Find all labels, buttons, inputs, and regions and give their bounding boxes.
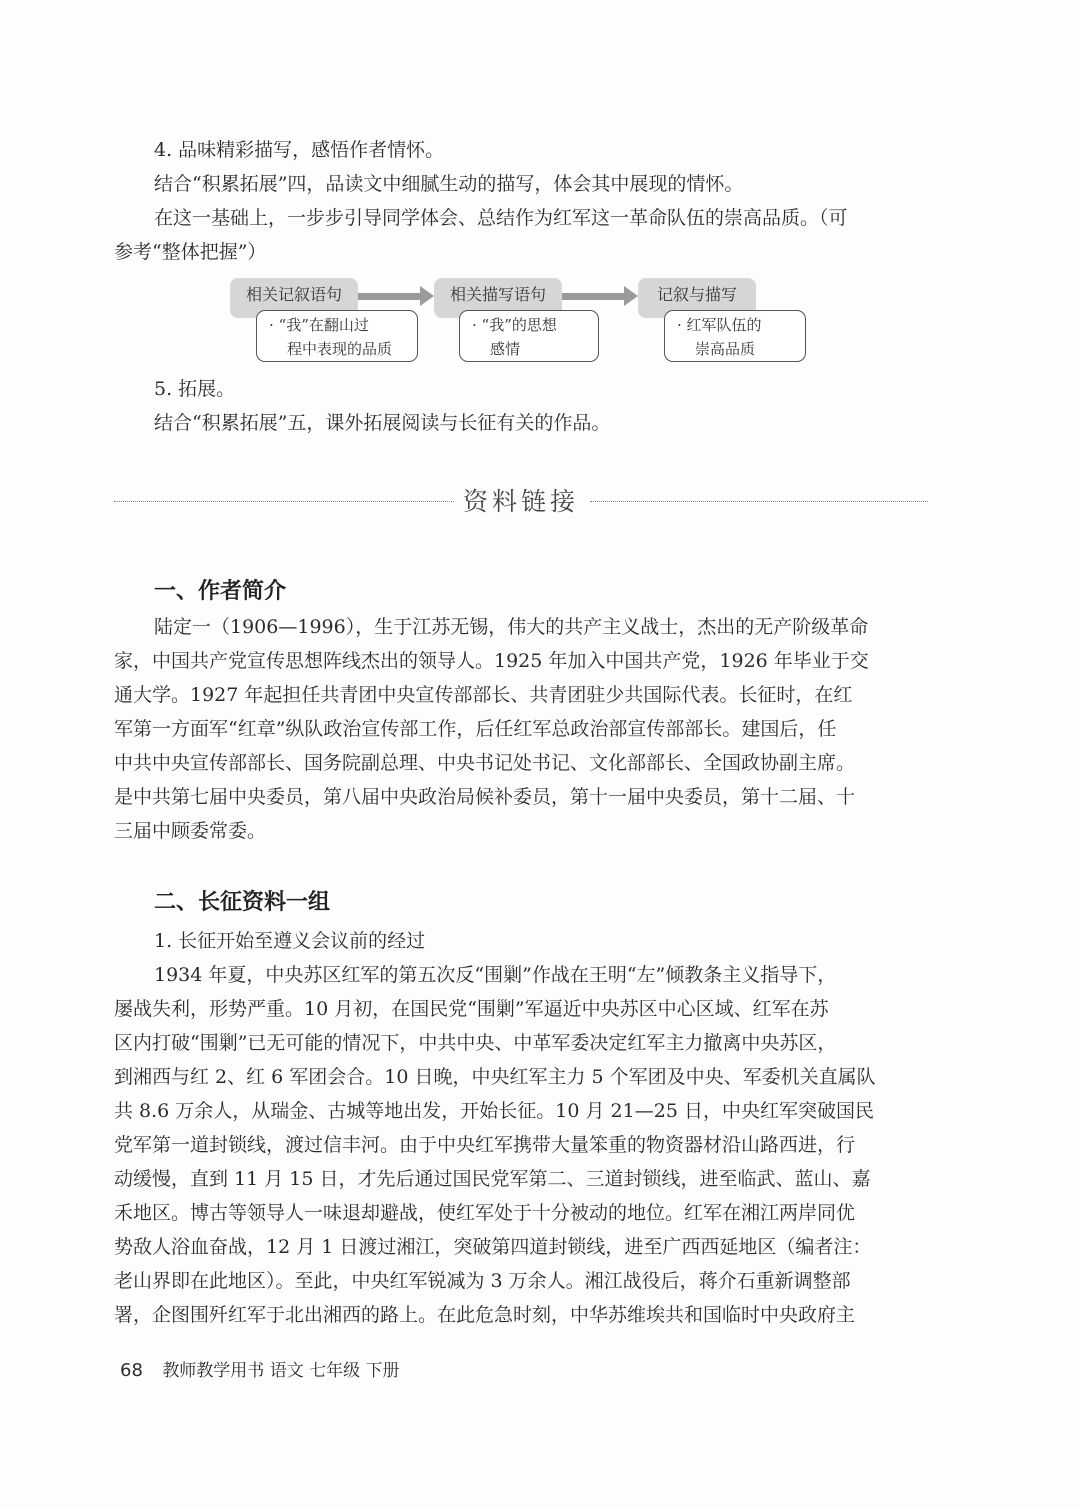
page-number: 68	[120, 1360, 143, 1381]
part1-line: 三届中顾委常委。	[114, 820, 267, 842]
flow-step-3-line1: · 红军队伍的	[677, 316, 762, 334]
part2-line: 共 8.6 万余人，从瑞金、古城等地出发，开始长征。10 月 21—25 日，中央红军突破国民	[114, 1100, 874, 1122]
part2-line: 1934 年夏，中央苏区红军的第五次反“围剿”作战在王明“左”倾教条主义指导下，	[154, 964, 837, 986]
part1-line: 陆定一（1906—1996），生于江苏无锡，伟大的共产主义战士，杰出的无产阶级革命	[154, 616, 869, 638]
part2-heading: 二、长征资料一组	[154, 890, 331, 915]
part1-line: 是中共第七届中央委员，第八届中央政治局候补委员，第十一届中央委员，第十二届、十	[114, 786, 856, 808]
part2-line: 禾地区。博古等领导人一味退却避战，使红军处于十分被动的地位。红军在湘江两岸同优	[114, 1202, 856, 1224]
section-divider	[114, 484, 928, 524]
section4-title: 4. 品味精彩描写，感悟作者情怀。	[154, 139, 445, 161]
flow-step-1-head: 相关记叙语句	[230, 278, 358, 318]
flow-step-1-line1: · “我”在翻山过	[269, 316, 369, 334]
flow-step-1-line2: 程中表现的品质	[287, 340, 393, 358]
flow-step-3-box	[664, 310, 806, 362]
part1-line: 通大学。1927 年起担任共青团中央宣传部部长、共青团驻少共国际代表。长征时，在红	[114, 684, 853, 706]
part2-line: 区内打破“围剿”已无可能的情况下，中共中央、中革军委决定红军主力撤离中央苏区，	[114, 1032, 837, 1054]
flow-step-2-line1: · “我”的思想	[472, 316, 557, 334]
section4-line2b: 参考“整体把握”）	[114, 241, 267, 263]
part2-line: 署，企图围歼红军于北出湘西的路上。在此危急时刻，中华苏维埃共和国临时中央政府主	[114, 1304, 856, 1326]
section4-line1: 结合“积累拓展”四，品读文中细腻生动的描写，体会其中展现的情怀。	[154, 173, 744, 195]
divider-title: 资料链接	[462, 487, 579, 516]
part2-subheading: 1. 长征开始至遵义会议前的经过	[154, 930, 426, 952]
part1-line: 中共中央宣传部部长、国务院副总理、中央书记处书记、文化部部长、全国政协副主席。	[114, 752, 856, 774]
section5-line1: 结合“积累拓展”五，课外拓展阅读与长征有关的作品。	[154, 412, 611, 434]
page-footer	[120, 1356, 400, 1386]
part2-line: 老山界即在此地区）。至此，中央红军锐减为 3 万余人。湘江战役后，蒋介石重新调整部	[114, 1270, 851, 1292]
flow-diagram	[230, 278, 820, 378]
divider-right-dots	[590, 501, 928, 502]
flow-step-3-line2: 崇高品质	[695, 340, 756, 358]
book-title: 教师教学用书 语文 七年级 下册	[162, 1361, 400, 1381]
section5-title: 5. 拓展。	[154, 378, 236, 400]
part2-line: 到湘西与红 2、红 6 军团会合。10 日晚，中央红军主力 5 个军团及中央、军委机关直属队	[114, 1066, 876, 1088]
flow-step-3-head: 记叙与描写	[638, 278, 756, 318]
flow-step-2-head: 相关描写语句	[434, 278, 562, 318]
flow-step-1-box	[256, 310, 418, 362]
flow-arrow-1	[358, 288, 434, 304]
part2-line: 屡战失利，形势严重。10 月初，在国民党“围剿”军逼近中央苏区中心区域、红军在苏	[114, 998, 829, 1020]
flow-arrow-2	[562, 288, 638, 304]
part2-line: 势敌人浴血奋战，12 月 1 日渡过湘江，突破第四道封锁线，进至广西西延地区（编者注：	[114, 1236, 872, 1258]
flow-step-2-line2: 感情	[490, 340, 521, 358]
section4-line2a: 在这一基础上，一步步引导同学体会、总结作为红军这一革命队伍的崇高品质。（可	[154, 207, 848, 229]
flow-step-2-box	[459, 310, 599, 362]
part1-line: 家，中国共产党宣传思想阵线杰出的领导人。1925 年加入中国共产党，1926 年毕业于交	[114, 650, 869, 672]
part1-line: 军第一方面军“红章”纵队政治宣传部工作，后任红军总政治部宣传部部长。建国后，任	[114, 718, 837, 740]
part2-line: 党军第一道封锁线，渡过信丰河。由于中央红军携带大量笨重的物资器材沿山路西进，行	[114, 1134, 856, 1156]
part2-line: 动缓慢，直到 11 月 15 日，才先后通过国民党军第二、三道封锁线，进至临武、蓝山、嘉	[114, 1168, 871, 1190]
part1-heading: 一、作者简介	[154, 579, 287, 604]
